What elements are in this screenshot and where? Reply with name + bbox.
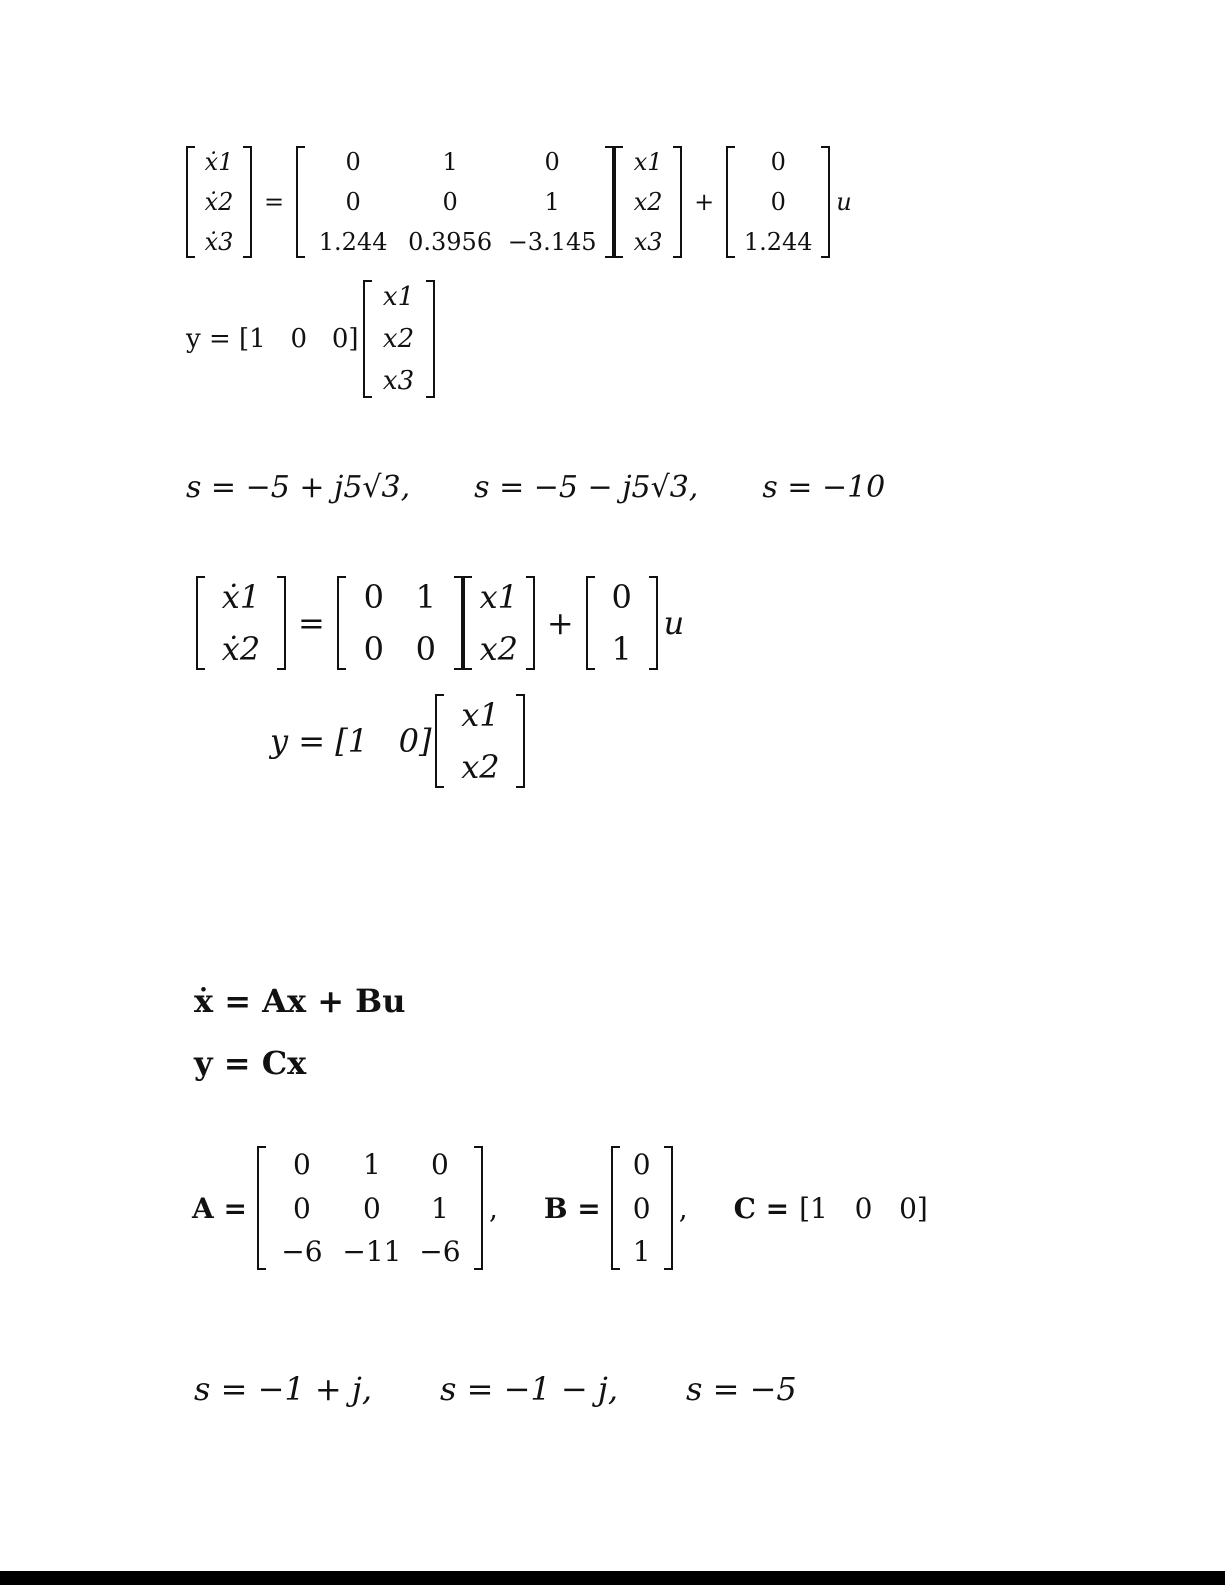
input-symbol: u xyxy=(836,188,852,216)
matrix-entry: −3.145 xyxy=(507,228,597,256)
vector-entry: 1 xyxy=(611,630,632,668)
A-matrix xyxy=(257,1146,483,1270)
pole-expression: s = −5 − j5√3, xyxy=(474,470,699,505)
B-label: B = xyxy=(543,1191,601,1225)
output-equation-2x2 xyxy=(270,694,525,788)
state-space-form xyxy=(194,982,405,1084)
C-matrix: [1 0 0] xyxy=(799,1191,928,1225)
pole-expression: s = −5 xyxy=(686,1370,797,1408)
matrix-entry: 1 xyxy=(431,1191,449,1225)
vector-entry: x2 xyxy=(633,188,663,216)
vector-entry: 1 xyxy=(632,1235,651,1268)
equals-sign: = xyxy=(298,604,325,642)
input-symbol: u xyxy=(663,604,685,642)
vector-entry: ẋ1 xyxy=(204,148,234,176)
pole-expression: s = −1 + j, xyxy=(194,1370,372,1408)
vector-entry: x3 xyxy=(633,228,663,256)
pole-expression: s = −5 + j5√3, xyxy=(186,470,411,505)
matrix-entry: 0 xyxy=(544,148,560,176)
desired-poles-1 xyxy=(186,470,885,505)
matrix-entry: −6 xyxy=(281,1235,323,1268)
pole-expression: s = −10 xyxy=(762,470,886,505)
output-lhs: y = [1 0 0] xyxy=(186,324,359,354)
vector-entry: x2 xyxy=(479,630,519,668)
vector-entry: x1 xyxy=(633,148,663,176)
matrix-entry: 0 xyxy=(293,1191,311,1225)
state-derivative-vector xyxy=(196,576,286,670)
matrix-entry: 0 xyxy=(363,578,384,616)
matrix-entry: 0 xyxy=(345,188,361,216)
matrix-entry: 1.244 xyxy=(318,228,388,256)
matrix-entry: 0 xyxy=(363,630,384,668)
plus-sign: + xyxy=(546,604,574,642)
system-matrix xyxy=(337,576,463,670)
matrix-entry: 0 xyxy=(293,1148,311,1181)
pole-expression: s = −1 − j, xyxy=(440,1370,618,1408)
output-lhs: y = [1 0] xyxy=(270,722,432,760)
vector-entry: x1 xyxy=(479,578,519,616)
matrix-entry: 0.3956 xyxy=(408,228,493,256)
equals-sign: = xyxy=(264,188,285,216)
matrix-entry: 1 xyxy=(363,1148,381,1181)
matrix-entry: 0 xyxy=(442,188,458,216)
state-equation-line: ẋ = Ax + Bu xyxy=(194,982,406,1020)
desired-poles-2 xyxy=(194,1370,797,1408)
input-matrix xyxy=(586,576,658,670)
vector-entry: 0 xyxy=(632,1191,651,1225)
vector-entry: 0 xyxy=(632,1148,651,1181)
matrix-entry: 0 xyxy=(345,148,361,176)
vector-entry: x3 xyxy=(382,366,415,396)
C-label: C = xyxy=(733,1191,790,1225)
vector-entry: 1.244 xyxy=(743,228,813,256)
matrix-entry: 1 xyxy=(442,148,458,176)
vector-entry: x1 xyxy=(461,696,500,734)
state-vector xyxy=(363,280,435,398)
system-matrices: A = 0 1 0 0 0 1 −6 −11 −6 , B = 0 0 1 , C = [1 0 0] xyxy=(192,1148,928,1268)
B-matrix xyxy=(611,1146,673,1270)
state-derivative-vector xyxy=(186,146,252,258)
vector-entry: ẋ3 xyxy=(204,228,234,256)
matrix-entry: −11 xyxy=(342,1235,402,1268)
vector-entry: 0 xyxy=(770,188,786,216)
output-equation-3x3 xyxy=(186,280,435,398)
vector-entry: x1 xyxy=(382,282,415,312)
vector-entry: ẋ2 xyxy=(204,188,234,216)
page-bottom-border xyxy=(0,1571,1225,1585)
vector-entry: x2 xyxy=(382,324,415,354)
vector-entry: ẋ2 xyxy=(221,630,261,668)
system-matrix xyxy=(296,146,614,258)
plus-sign: + xyxy=(694,188,715,216)
state-vector xyxy=(463,576,535,670)
matrix-entry: −6 xyxy=(419,1235,461,1268)
state-equation-3x3 xyxy=(186,146,852,258)
output-equation-line: y = Cx xyxy=(194,1044,307,1082)
matrix-entry: 0 xyxy=(415,630,436,668)
vector-entry: 0 xyxy=(611,578,632,616)
A-label: A = xyxy=(192,1191,247,1225)
vector-entry: 0 xyxy=(770,148,786,176)
matrix-entry: 0 xyxy=(431,1148,449,1181)
vector-entry: x2 xyxy=(461,748,500,786)
state-vector xyxy=(614,146,682,258)
state-equation-2x2 xyxy=(196,576,684,670)
state-vector xyxy=(435,694,525,788)
input-matrix xyxy=(726,146,830,258)
vector-entry: ẋ1 xyxy=(221,578,261,616)
matrix-entry: 1 xyxy=(415,578,436,616)
matrix-entry: 0 xyxy=(363,1191,381,1225)
matrix-entry: 1 xyxy=(544,188,560,216)
